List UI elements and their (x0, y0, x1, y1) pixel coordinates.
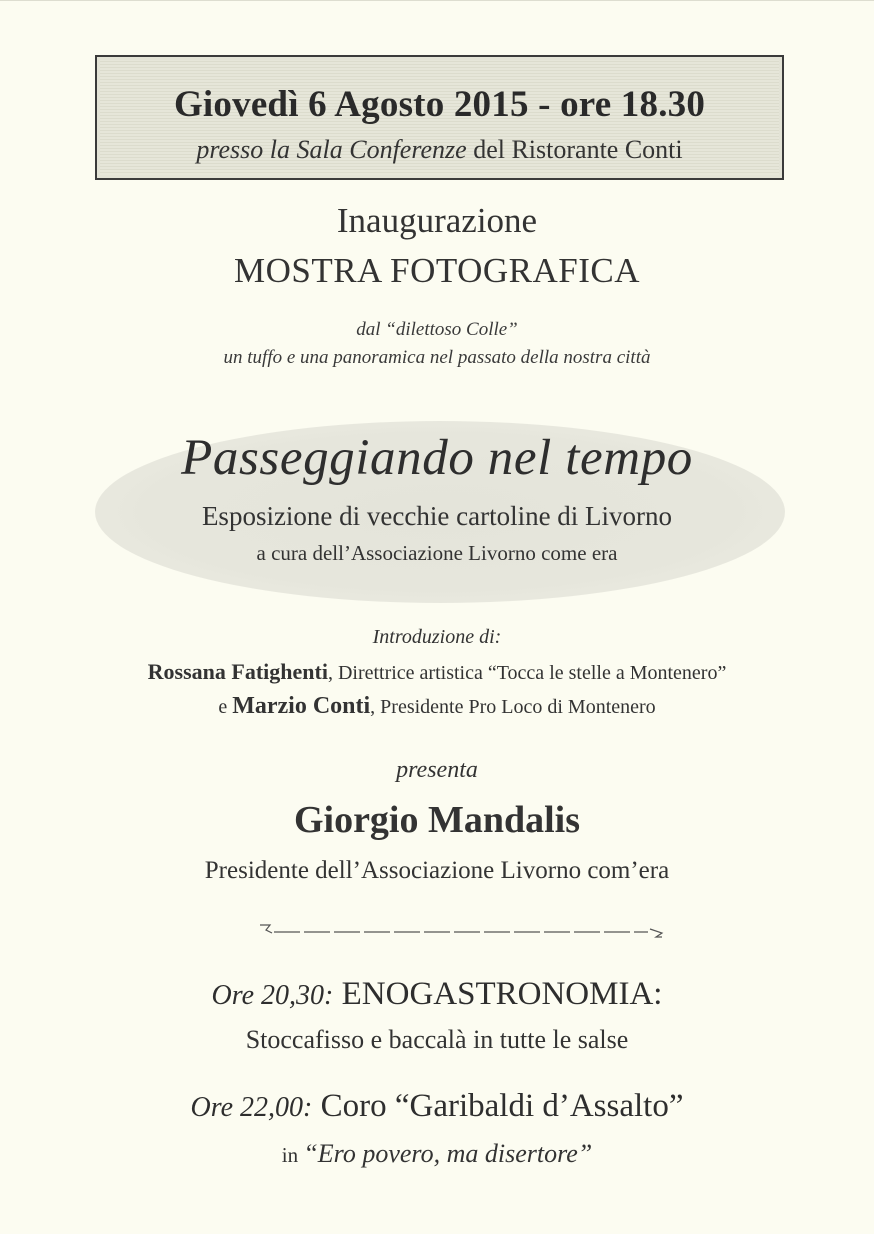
event-1-title: ENOGASTRONOMIA: (333, 976, 663, 1012)
speaker-1-name: Rossana Fatighenti (147, 659, 328, 684)
presenter-name: Giorgio Mandalis (293, 799, 581, 841)
event-1-time: Ore 20,30: (211, 980, 334, 1011)
header-box (95, 55, 784, 180)
event-2-title: Coro “Garibaldi d’Assalto” (312, 1088, 684, 1124)
event-date: Giovedì 6 Agosto 2015 - ore 18.30 (173, 84, 706, 125)
ornamental-divider (258, 921, 664, 939)
exhibition-curator: a cura dell’Associazione Livorno come era (256, 541, 618, 565)
venue-rest: del Ristorante Conti (466, 135, 683, 164)
event-2-time: Ore 22,00: (190, 1092, 313, 1123)
speaker-2-role: , Presidente Pro Loco di Montenero (370, 696, 656, 718)
exhibition-title: Passeggiando nel tempo (181, 430, 693, 486)
introduction-label: Introduzione di: (372, 626, 502, 648)
event-venue (97, 135, 782, 165)
inauguration-heading: Inaugurazione (336, 201, 538, 240)
event-1-description: Stoccafisso e baccalà in tutte le salse (245, 1025, 629, 1054)
event-1 (0, 976, 874, 1013)
presenter-role: Presidente dell’Associazione Livorno com’era (204, 857, 670, 884)
inauguration-subtitle: dal “dilettoso Colle” (356, 319, 518, 340)
speaker-2-prefix: e (218, 696, 233, 718)
presenta-label: presenta (396, 757, 478, 783)
venue-italic: presso la Sala Conferenze (196, 135, 467, 164)
introduction-speaker-2 (0, 693, 874, 720)
speaker-2-name: Marzio Conti (232, 693, 371, 719)
speaker-1-role: , Direttrice artistica “Tocca le stelle a Montenero” (327, 662, 727, 684)
event-2-subtitle: “Ero povero, ma disertore” (303, 1139, 593, 1168)
exhibition-type: MOSTRA FOTOGRAFICA (233, 251, 641, 290)
introduction-speaker-1 (0, 659, 874, 685)
event-2 (0, 1088, 874, 1125)
inauguration-tagline: un tuffo e una panoramica nel passato della nostra città (223, 347, 651, 368)
event-2-description (0, 1139, 874, 1169)
event-2-prefix: in (281, 1143, 304, 1167)
exhibition-subtitle: Esposizione di vecchie cartoline di Livorno (201, 501, 673, 531)
